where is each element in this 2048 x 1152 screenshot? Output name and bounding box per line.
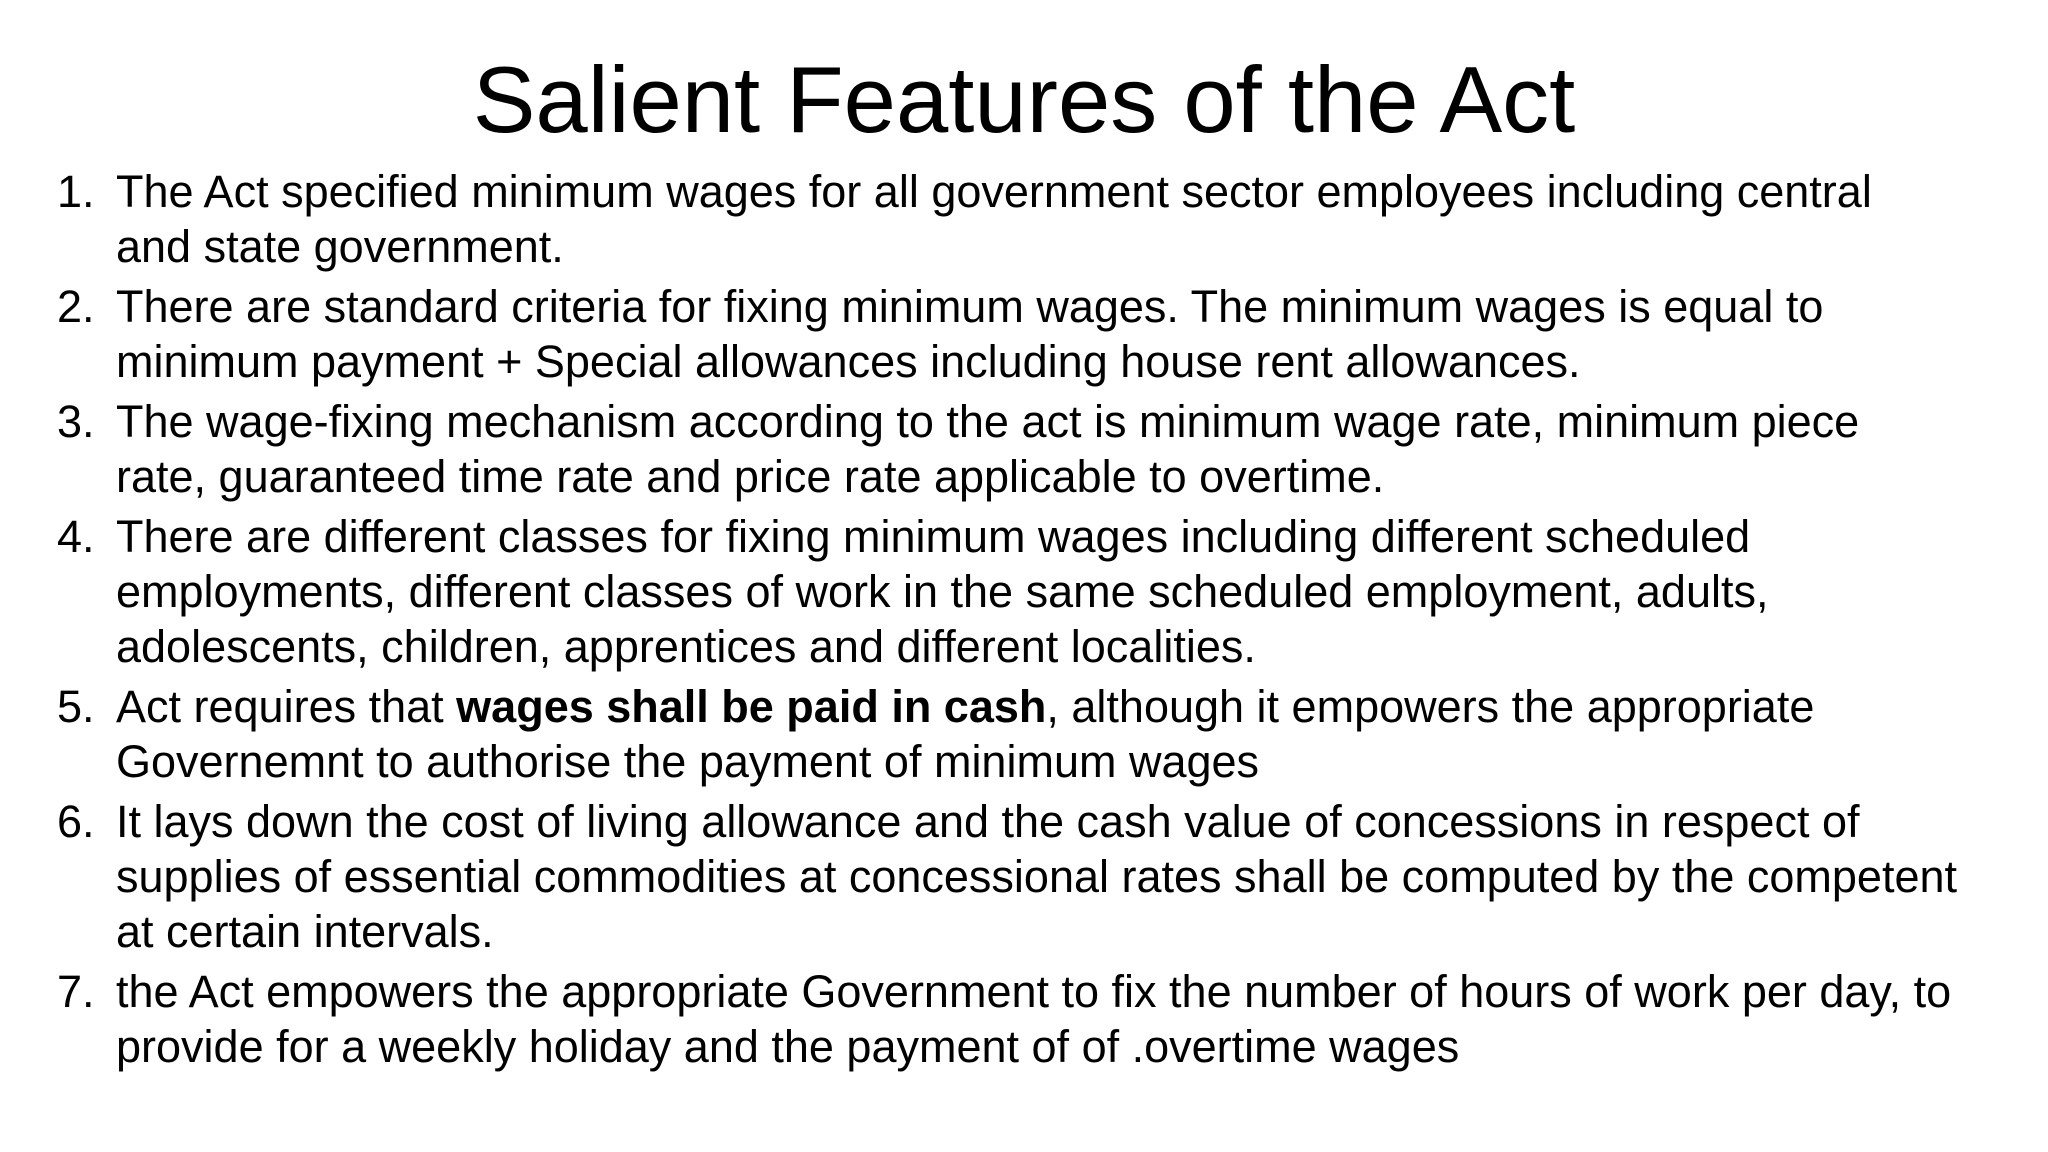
list-item (57, 679, 1957, 789)
list-item (57, 794, 1957, 959)
list-item (57, 164, 1957, 274)
feature-list (57, 164, 1957, 1079)
slide-title: Salient Features of the Act (472, 47, 1576, 152)
list-item-number: 4. (57, 511, 95, 562)
list-item-number: 2. (57, 281, 95, 332)
list-item-text: It lays down the cost of living allowance and the cash value of concessions in respect of supplies of essential commodities at concessional rates shall be computed by the competent at certain intervals. (116, 796, 1958, 957)
list-item-text-before: Act requires that (116, 681, 457, 732)
list-item-text: The Act specified minimum wages for all government sector employees including central and state government. (116, 166, 1872, 272)
list-item-text: There are different classes for fixing minimum wages including different scheduled employments, different classes of work in the same scheduled employment, adults, adolescents, children, apprentices and different localities. (116, 511, 1769, 672)
list-item-number: 7. (57, 966, 95, 1017)
list-item (57, 509, 1957, 674)
list-item (57, 964, 1957, 1074)
list-item-number: 6. (57, 796, 95, 847)
list-item-text: the Act empowers the appropriate Government to fix the number of hours of work per day, to provide for a weekly holiday and the payment of of .overtime wages (116, 966, 1952, 1072)
list-item-number: 3. (57, 396, 95, 447)
list-item-text: The wage-fixing mechanism according to the act is minimum wage rate, minimum piece rate, guaranteed time rate and price rate applicable to overtime. (116, 396, 1860, 502)
list-item-number: 5. (57, 681, 95, 732)
list-item-number: 1. (57, 166, 95, 217)
list-item-text-after: , although it empowers the appropriate Governemnt to authorise the payment of minimum wages (116, 681, 1815, 787)
list-item-text-bold: wages shall be paid in cash (456, 681, 1047, 732)
list-item (57, 394, 1957, 504)
list-item-text (116, 679, 1957, 789)
list-item-text: There are standard criteria for fixing minimum wages. The minimum wages is equal to minimum payment + Special allowances including house rent allowances. (116, 281, 1824, 387)
list-item (57, 279, 1957, 389)
